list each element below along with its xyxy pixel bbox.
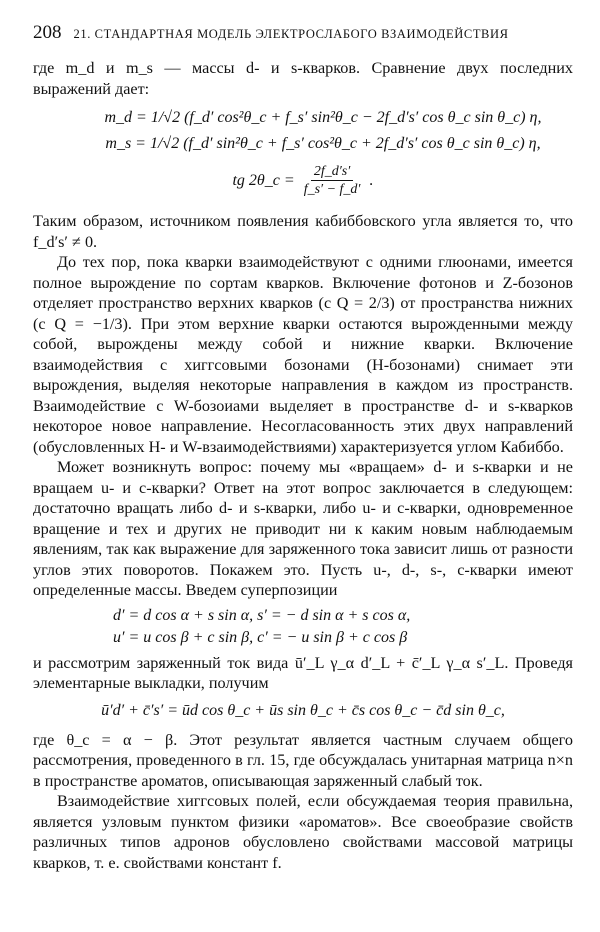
formula-tg-end: . <box>369 171 374 189</box>
formula-u-c: u′ = u cos β + c sin β, c′ = − u sin β + c cos β <box>113 628 408 646</box>
formula-ms: m_s = 1/√2 (f_d′ sin²θ_c + f_s′ cos²θ_c + 2f_d′s′ cos θ_c sin θ_c) η, <box>105 135 541 152</box>
page-number: 208 <box>33 22 62 43</box>
formula-tg-fraction <box>301 163 364 198</box>
formula-d-s: d′ = d cos α + s sin α, s′ = − d sin α + s cos α, <box>113 606 411 624</box>
mass-formulas <box>33 105 573 157</box>
paragraph-1: Таким образом, источником появления кабиббовского угла является то, что f_d′s′ ≠ 0. <box>33 212 573 251</box>
paragraph-5: где θ_c = α − β. Этот результат является частным случаем общего рассмотрения, проведенного в гл. 15, где обсуждалась унитарная матрица n×n в пространстве ароматов, описывающая заряженный слабый ток. <box>33 730 573 790</box>
formula-current: ū′d′ + c̄′s′ = ūd cos θ_c + ūs sin θ_c + c̄s cos θ_c − c̄d sin θ_c, <box>101 701 505 719</box>
paragraph-3: Может возникнуть вопрос: почему мы «вращаем» d- и s-кварки и не вращаем u- и c-кварки? Ответ на этот вопрос заключается в следующем: достаточно вращать либо d- и s-кварки, либо u- и c-кварки, одновременное вращение и тех и других не приводит ни к каким новым наблюдаемым явлениям, так как выражение для заряженного тока зависит лишь от разности углов этих поворотов. Покажем это. Пусть u-, d-, s-, c-кварки имеют определенные массы. Введем суперпозиции <box>33 458 573 599</box>
page-header <box>33 22 573 52</box>
book-page <box>33 22 573 873</box>
paragraph-6: Взаимодействие хиггсовых полей, если обсуждаемая теория правильна, является узловым пунктом физики «ароматов». Все своеобразие свойств различных типов адронов обусловлено свойствами массовой матрицы кварков, т. е. свойствами констант f. <box>33 792 573 872</box>
formula-tg-numerator: 2f_d′s′ <box>311 163 353 181</box>
formula-tg-left: tg 2θ_c = <box>232 171 295 189</box>
intro-text: где m_d и m_s — массы d- и s-кварков. Сравнение двух последних выражений дает: <box>33 59 573 98</box>
formula-tg <box>33 163 573 205</box>
formula-md: m_d = 1/√2 (f_d′ cos²θ_c + f_s′ sin²θ_c − 2f_d′s′ cos θ_c sin θ_c) η, <box>104 109 542 126</box>
paragraph-4: и рассмотрим заряженный ток вида ū′_L γ_α d′_L + c̄′_L γ_α s′_L. Проведя элементарные выкладки, получим <box>33 653 573 692</box>
paragraph-2: До тех пор, пока кварки взаимодействуют с одними глюонами, имеется полное вырождение по сортам кварков. Включение фотонов и Z-бозонов отделяет пространство верхних кварков (с Q = 2/3) от пространства нижних (с Q = −1/3). При этом верхние кварки остаются вырожденными между собой, вырождены между собой и нижние кварки. Включение взаимодействия с хиггсовыми бозонами (H-бозонами) снимает эти вырождения, выделяя некоторые направления в каждом из пространств. Взаимодействие с W-бозоиами выделяет в пространстве d- и s-кварков некоторое новое направление. Несогласованность этих двух направлений (обусловленных H- и W-взаимодействиями) характеризуется углом Кабиббо. <box>33 253 573 456</box>
running-title: 21. СТАНДАРТНАЯ МОДЕЛЬ ЭЛЕКТРОСЛАБОГО ВЗАИМОДЕЙСТВИЯ <box>73 27 509 41</box>
superposition-formulas <box>33 605 573 649</box>
formula-tg-denominator: f_s′ − f_d′ <box>303 182 361 197</box>
